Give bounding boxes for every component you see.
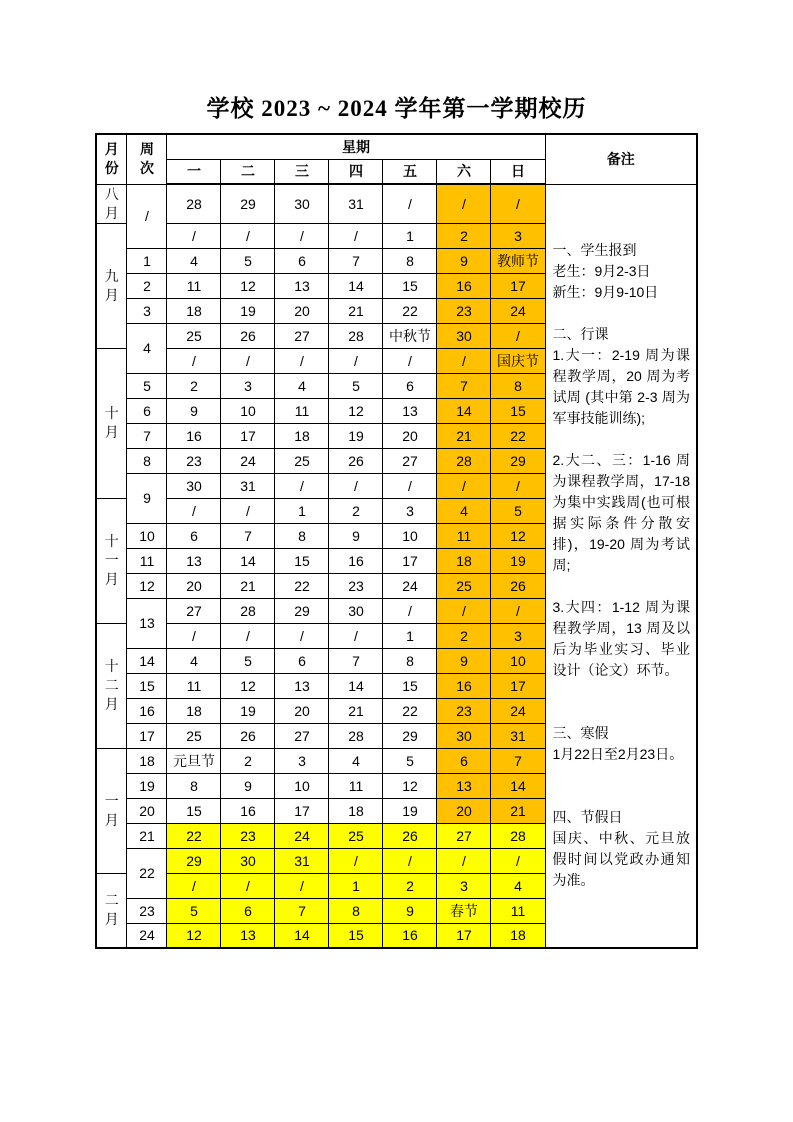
date-cell: 9 xyxy=(383,898,437,923)
date-cell: 2 xyxy=(167,373,221,398)
date-cell: 30 xyxy=(275,184,329,223)
notes-spacer xyxy=(553,702,691,723)
date-cell: 8 xyxy=(491,373,545,398)
month-cell xyxy=(96,223,127,348)
date-cell: / xyxy=(491,598,545,623)
notes-spacer xyxy=(553,429,691,450)
date-cell: 26 xyxy=(383,823,437,848)
date-cell: 19 xyxy=(221,698,275,723)
date-cell: 26 xyxy=(491,573,545,598)
date-cell: 5 xyxy=(329,373,383,398)
date-cell: 2 xyxy=(329,498,383,523)
header-month xyxy=(96,134,127,184)
notes-line: 1.大一：2-19 周为课程教学周，20 周为考试周 (其中第 2-3 周为军事技能训练); xyxy=(552,347,690,427)
notes-spacer xyxy=(553,303,691,324)
notes-spacer xyxy=(553,765,691,786)
date-cell: 9 xyxy=(221,773,275,798)
date-cell: 30 xyxy=(221,848,275,873)
week-number-cell: 3 xyxy=(127,298,167,323)
date-cell: 22 xyxy=(275,573,329,598)
header-day-mon: 一 xyxy=(167,159,221,184)
date-cell: 14 xyxy=(275,923,329,948)
month-label: 十月 xyxy=(104,405,119,440)
date-cell: 4 xyxy=(167,648,221,673)
date-cell: 27 xyxy=(383,448,437,473)
date-cell: 19 xyxy=(383,798,437,823)
date-cell: 15 xyxy=(329,923,383,948)
date-cell: 18 xyxy=(437,548,491,573)
date-cell: 7 xyxy=(329,248,383,273)
week-number-cell: 11 xyxy=(127,548,167,573)
date-cell: 29 xyxy=(221,184,275,223)
date-cell: / xyxy=(383,848,437,873)
header-day-sun: 日 xyxy=(491,159,545,184)
date-cell: 28 xyxy=(437,448,491,473)
notes-line: 国庆、中秋、元旦放假时间以党政办通知为准。 xyxy=(552,830,690,889)
month-label: 一月 xyxy=(104,792,119,828)
date-cell: 25 xyxy=(167,723,221,748)
week-number-cell: 19 xyxy=(127,773,167,798)
date-cell: 21 xyxy=(329,698,383,723)
date-cell: / xyxy=(221,348,275,373)
date-cell: 29 xyxy=(167,848,221,873)
date-cell: 6 xyxy=(383,373,437,398)
date-cell: / xyxy=(221,873,275,898)
date-cell: 5 xyxy=(491,498,545,523)
date-cell: 27 xyxy=(275,723,329,748)
date-cell: / xyxy=(437,473,491,498)
date-cell: / xyxy=(167,498,221,523)
date-cell: 21 xyxy=(491,798,545,823)
header-day-sat: 六 xyxy=(437,159,491,184)
header-week xyxy=(127,134,167,184)
date-cell: 22 xyxy=(167,823,221,848)
date-cell: 12 xyxy=(383,773,437,798)
month-cell xyxy=(96,873,127,948)
date-cell: 16 xyxy=(167,423,221,448)
date-cell: 25 xyxy=(437,573,491,598)
date-cell: 25 xyxy=(275,448,329,473)
date-cell: / xyxy=(329,348,383,373)
date-cell: 30 xyxy=(437,323,491,348)
month-label: 八月 xyxy=(104,185,119,221)
header-day-thu: 四 xyxy=(329,159,383,184)
date-cell: 13 xyxy=(383,398,437,423)
date-cell: 11 xyxy=(275,398,329,423)
month-label: 九月 xyxy=(104,267,119,303)
date-cell: 15 xyxy=(275,548,329,573)
date-cell: 6 xyxy=(275,648,329,673)
date-cell: / xyxy=(275,223,329,248)
date-cell: / xyxy=(329,473,383,498)
header-week-label: 周次 xyxy=(139,141,154,177)
date-cell: / xyxy=(491,184,545,223)
date-cell: 6 xyxy=(275,248,329,273)
date-cell: 16 xyxy=(437,673,491,698)
date-cell: / xyxy=(167,873,221,898)
date-cell: / xyxy=(437,348,491,373)
date-cell: / xyxy=(383,598,437,623)
date-cell: 2 xyxy=(221,748,275,773)
date-cell: / xyxy=(383,184,437,223)
date-cell: 4 xyxy=(437,498,491,523)
date-cell: 31 xyxy=(329,184,383,223)
date-cell: 28 xyxy=(491,823,545,848)
date-cell: / xyxy=(167,223,221,248)
date-cell: 3 xyxy=(437,873,491,898)
date-cell: / xyxy=(491,848,545,873)
date-cell: 8 xyxy=(329,898,383,923)
date-cell: / xyxy=(383,473,437,498)
week-number-cell: 17 xyxy=(127,723,167,748)
date-cell: 18 xyxy=(167,298,221,323)
date-cell: 22 xyxy=(383,298,437,323)
date-cell: / xyxy=(437,184,491,223)
date-cell: 3 xyxy=(491,623,545,648)
date-cell: 28 xyxy=(329,323,383,348)
week-number-cell: 1 xyxy=(127,248,167,273)
date-cell: 28 xyxy=(329,723,383,748)
date-cell: 8 xyxy=(167,773,221,798)
date-cell: 31 xyxy=(221,473,275,498)
date-cell: 5 xyxy=(221,648,275,673)
header-weekday-group: 星期 xyxy=(167,134,545,159)
date-cell: 15 xyxy=(383,273,437,298)
date-cell: 31 xyxy=(491,723,545,748)
date-cell: 6 xyxy=(167,523,221,548)
date-cell: 27 xyxy=(167,598,221,623)
date-cell: 19 xyxy=(491,548,545,573)
date-cell: 15 xyxy=(383,673,437,698)
holiday-cell: 中秋节 xyxy=(383,323,437,348)
date-cell: 17 xyxy=(383,548,437,573)
date-cell: 8 xyxy=(383,248,437,273)
week-number-cell: 4 xyxy=(127,323,167,373)
notes-line: 新生：9月9-10日 xyxy=(552,284,659,301)
date-cell: / xyxy=(329,223,383,248)
week-number-cell: 9 xyxy=(127,473,167,523)
date-cell: 22 xyxy=(383,698,437,723)
week-number-cell: 8 xyxy=(127,448,167,473)
date-cell: 16 xyxy=(221,798,275,823)
date-cell: 20 xyxy=(167,573,221,598)
date-cell: 16 xyxy=(437,273,491,298)
date-cell: 17 xyxy=(275,798,329,823)
date-cell: 8 xyxy=(383,648,437,673)
date-cell: / xyxy=(383,348,437,373)
date-cell: 22 xyxy=(491,423,545,448)
date-cell: 29 xyxy=(275,598,329,623)
notes-spacer xyxy=(553,786,691,807)
date-cell: / xyxy=(275,873,329,898)
date-cell: 5 xyxy=(383,748,437,773)
date-cell: / xyxy=(221,623,275,648)
notes-line: 二、行课 xyxy=(552,326,609,343)
calendar-row xyxy=(96,184,697,223)
month-label: 十一月 xyxy=(104,533,119,587)
week-number-cell: / xyxy=(127,184,167,248)
notes-line: 一、学生报到 xyxy=(552,242,637,259)
date-cell: 1 xyxy=(275,498,329,523)
header-month-label: 月份 xyxy=(104,141,119,177)
week-number-cell: 18 xyxy=(127,748,167,773)
date-cell: / xyxy=(437,848,491,873)
date-cell: 7 xyxy=(275,898,329,923)
date-cell: / xyxy=(221,223,275,248)
date-cell: 14 xyxy=(329,673,383,698)
date-cell: 7 xyxy=(491,748,545,773)
notes-spacer xyxy=(553,576,691,597)
week-number-cell: 7 xyxy=(127,423,167,448)
date-cell: 11 xyxy=(167,273,221,298)
month-cell xyxy=(96,748,127,873)
date-cell: 1 xyxy=(383,623,437,648)
date-cell: 3 xyxy=(275,748,329,773)
date-cell: 5 xyxy=(221,248,275,273)
holiday-cell: 教师节 xyxy=(491,248,545,273)
week-number-cell: 5 xyxy=(127,373,167,398)
date-cell: 12 xyxy=(167,923,221,948)
date-cell: 28 xyxy=(221,598,275,623)
date-cell: 19 xyxy=(221,298,275,323)
date-cell: 30 xyxy=(437,723,491,748)
week-number-cell: 24 xyxy=(127,923,167,948)
date-cell: 25 xyxy=(329,823,383,848)
date-cell: 24 xyxy=(491,698,545,723)
notes-spacer xyxy=(553,681,691,702)
date-cell: / xyxy=(167,623,221,648)
date-cell: 17 xyxy=(221,423,275,448)
date-cell: 5 xyxy=(167,898,221,923)
date-cell: 31 xyxy=(275,848,329,873)
date-cell: 12 xyxy=(221,273,275,298)
date-cell: 13 xyxy=(221,923,275,948)
date-cell: 14 xyxy=(329,273,383,298)
date-cell: 27 xyxy=(437,823,491,848)
date-cell: 11 xyxy=(167,673,221,698)
date-cell: / xyxy=(491,323,545,348)
date-cell: 4 xyxy=(275,373,329,398)
header-day-tue: 二 xyxy=(221,159,275,184)
date-cell: 23 xyxy=(437,298,491,323)
date-cell: 17 xyxy=(437,923,491,948)
date-cell: 24 xyxy=(275,823,329,848)
date-cell: 14 xyxy=(491,773,545,798)
date-cell: 16 xyxy=(329,548,383,573)
date-cell: 11 xyxy=(329,773,383,798)
date-cell: 13 xyxy=(437,773,491,798)
date-cell: 24 xyxy=(383,573,437,598)
week-number-cell: 13 xyxy=(127,598,167,648)
holiday-cell: 元旦节 xyxy=(167,748,221,773)
date-cell: 3 xyxy=(491,223,545,248)
week-number-cell: 23 xyxy=(127,898,167,923)
date-cell: 16 xyxy=(383,923,437,948)
date-cell: / xyxy=(221,498,275,523)
date-cell: 19 xyxy=(329,423,383,448)
date-cell: 25 xyxy=(167,323,221,348)
date-cell: 18 xyxy=(329,798,383,823)
month-label: 二月 xyxy=(104,892,119,928)
month-cell xyxy=(96,498,127,623)
date-cell: 21 xyxy=(437,423,491,448)
date-cell: 17 xyxy=(491,673,545,698)
notes-line: 3.大四：1-12 周为课程教学周，13 周及以后为毕业实习、毕业设计（论文）环节。 xyxy=(552,599,690,679)
date-cell: 14 xyxy=(437,398,491,423)
date-cell: 18 xyxy=(275,423,329,448)
date-cell: 20 xyxy=(437,798,491,823)
week-number-cell: 21 xyxy=(127,823,167,848)
date-cell: 9 xyxy=(167,398,221,423)
week-number-cell: 2 xyxy=(127,273,167,298)
date-cell: 10 xyxy=(275,773,329,798)
calendar-header xyxy=(96,134,697,184)
date-cell: 2 xyxy=(437,223,491,248)
week-number-cell: 10 xyxy=(127,523,167,548)
week-number-cell: 14 xyxy=(127,648,167,673)
date-cell: 20 xyxy=(275,298,329,323)
date-cell: 3 xyxy=(383,498,437,523)
date-cell: 27 xyxy=(275,323,329,348)
date-cell: 24 xyxy=(221,448,275,473)
date-cell: / xyxy=(275,623,329,648)
date-cell: 26 xyxy=(329,448,383,473)
date-cell: 4 xyxy=(329,748,383,773)
date-cell: 20 xyxy=(383,423,437,448)
date-cell: 11 xyxy=(491,898,545,923)
date-cell: 26 xyxy=(221,723,275,748)
header-notes: 备注 xyxy=(545,134,697,184)
date-cell: / xyxy=(437,598,491,623)
date-cell: 11 xyxy=(437,523,491,548)
date-cell: 13 xyxy=(275,273,329,298)
date-cell: 7 xyxy=(437,373,491,398)
date-cell: 4 xyxy=(491,873,545,898)
week-number-cell: 20 xyxy=(127,798,167,823)
date-cell: 13 xyxy=(167,548,221,573)
page-title: 学校 2023 ~ 2024 学年第一学期校历 xyxy=(206,96,587,121)
date-cell: 23 xyxy=(221,823,275,848)
date-cell: / xyxy=(167,348,221,373)
notes-line: 老生：9月2-3日 xyxy=(552,263,651,280)
date-cell: 1 xyxy=(383,223,437,248)
date-cell: / xyxy=(275,473,329,498)
date-cell: 6 xyxy=(221,898,275,923)
date-cell: 2 xyxy=(383,873,437,898)
date-cell: 14 xyxy=(221,548,275,573)
date-cell: 12 xyxy=(221,673,275,698)
date-cell: 30 xyxy=(167,473,221,498)
notes-line: 2.大二、三：1-16 周为课程教学周，17-18 为集中实践周(也可根据实际条件分散安排)，19-20 周为考试周; xyxy=(552,452,690,574)
week-number-cell: 15 xyxy=(127,673,167,698)
date-cell: 17 xyxy=(491,273,545,298)
notes-line: 四、节假日 xyxy=(552,809,623,826)
date-cell: 9 xyxy=(437,648,491,673)
date-cell: 26 xyxy=(221,323,275,348)
date-cell: 9 xyxy=(329,523,383,548)
date-cell: 12 xyxy=(491,523,545,548)
notes-line: 1月22日至2月23日。 xyxy=(552,746,684,763)
date-cell: 3 xyxy=(221,373,275,398)
date-cell: 13 xyxy=(275,673,329,698)
date-cell: 29 xyxy=(491,448,545,473)
date-cell: 2 xyxy=(437,623,491,648)
header-day-fri: 五 xyxy=(383,159,437,184)
notes-line: 三、寒假 xyxy=(552,725,609,742)
date-cell: 10 xyxy=(221,398,275,423)
week-number-cell: 16 xyxy=(127,698,167,723)
date-cell: 6 xyxy=(437,748,491,773)
date-cell: 7 xyxy=(329,648,383,673)
date-cell: 12 xyxy=(329,398,383,423)
date-cell: 18 xyxy=(167,698,221,723)
date-cell: 8 xyxy=(275,523,329,548)
month-label: 十二月 xyxy=(104,658,119,712)
calendar-table xyxy=(95,133,698,949)
holiday-cell: 春节 xyxy=(437,898,491,923)
week-number-cell: 12 xyxy=(127,573,167,598)
notes-cell xyxy=(545,184,697,948)
date-cell: 29 xyxy=(383,723,437,748)
date-cell: 23 xyxy=(167,448,221,473)
date-cell: 28 xyxy=(167,184,221,223)
date-cell: 18 xyxy=(491,923,545,948)
date-cell: 21 xyxy=(329,298,383,323)
date-cell: / xyxy=(491,473,545,498)
date-cell: 7 xyxy=(221,523,275,548)
month-cell xyxy=(96,348,127,498)
date-cell: / xyxy=(329,848,383,873)
date-cell: 24 xyxy=(491,298,545,323)
calendar-body xyxy=(96,184,697,948)
date-cell: 20 xyxy=(275,698,329,723)
week-number-cell: 22 xyxy=(127,848,167,898)
date-cell: 30 xyxy=(329,598,383,623)
date-cell: 10 xyxy=(383,523,437,548)
month-cell xyxy=(96,184,127,223)
date-cell: / xyxy=(275,348,329,373)
month-cell xyxy=(96,623,127,748)
holiday-cell: 国庆节 xyxy=(491,348,545,373)
date-cell: 9 xyxy=(437,248,491,273)
date-cell: / xyxy=(329,623,383,648)
date-cell: 4 xyxy=(167,248,221,273)
date-cell: 10 xyxy=(491,648,545,673)
date-cell: 15 xyxy=(167,798,221,823)
date-cell: 15 xyxy=(491,398,545,423)
week-number-cell: 6 xyxy=(127,398,167,423)
date-cell: 23 xyxy=(329,573,383,598)
date-cell: 21 xyxy=(221,573,275,598)
header-day-wed: 三 xyxy=(275,159,329,184)
date-cell: 1 xyxy=(329,873,383,898)
date-cell: 23 xyxy=(437,698,491,723)
